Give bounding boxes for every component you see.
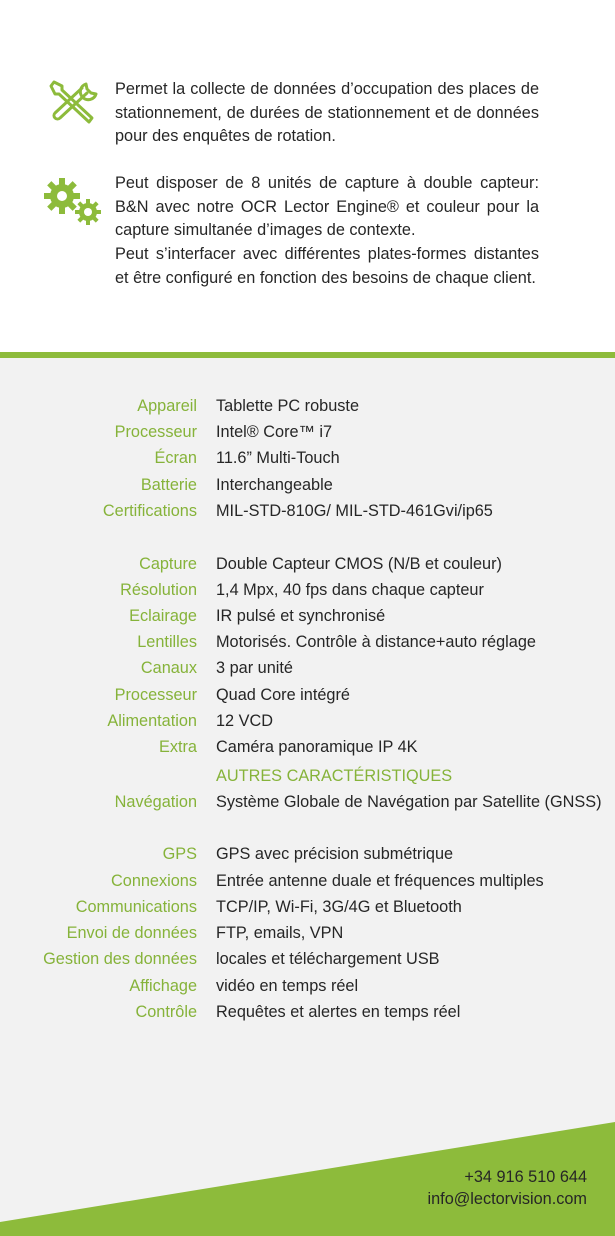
spec-value: vidéo en temps réel [216,977,359,995]
spec-label: Extra [158,738,197,756]
spec-label: Eclairage [129,607,197,625]
spec-label: Batterie [140,476,197,494]
spec-value: Double Capteur CMOS (N/B et couleur) [216,555,502,573]
spec-label: Lentilles [137,633,197,651]
spec-value: MIL-STD-810G/ MIL-STD-461Gvi/ip65 [216,502,493,520]
spec-value: Motorisés. Contrôle à distance+auto réglage [216,633,536,651]
spec-value: TCP/IP, Wi-Fi, 3G/4G et Bluetooth [216,898,462,916]
spec-value: Requêtes et alertes en temps réel [216,1003,461,1021]
spec-label: Communications [75,898,197,916]
feature-text: Peut s’interfacer avec différentes plates-formes distantes et être configuré en fonction des besoins de chaque client. [115,245,539,287]
spec-label: Envoi de données [66,924,197,942]
gears-icon [44,178,106,233]
spec-label: Contrôle [135,1003,197,1021]
spec-value: Entrée antenne duale et fréquences multiples [216,872,544,890]
spec-value: Caméra panoramique IP 4K [216,738,418,756]
spec-value: IR pulsé et synchronisé [216,607,386,625]
spec-value: 11.6” Multi-Touch [216,449,340,467]
spec-value: Interchangeable [216,476,333,494]
contact-phone: +34 916 510 644 [464,1168,587,1186]
spec-value: 3 par unité [216,659,293,677]
spec-value: 12 VCD [216,712,274,730]
spec-label: Canaux [140,659,197,677]
spec-label: Navégation [114,793,197,811]
contact-email: info@lectorvision.com [427,1190,587,1208]
spec-label: GPS [162,845,197,863]
features-section [0,0,615,354]
spec-value: Quad Core intégré [216,686,350,704]
spec-value: Tablette PC robuste [216,397,359,415]
spec-label: Écran [154,449,197,467]
spec-label: Capture [139,555,197,573]
spec-label: Gestion des données [43,950,197,968]
spec-value: Intel® Core™ i7 [216,423,333,441]
spec-label: Processeur [114,423,197,441]
spec-label: Alimentation [107,712,197,730]
spec-label: Affichage [129,977,197,995]
spec-value: Système Globale de Navégation par Satellite (GNSS) [216,793,602,811]
specifications-section [0,358,615,1236]
spec-value: 1,4 Mpx, 40 fps dans chaque capteur [216,581,484,599]
spec-value: locales et téléchargement USB [216,950,440,968]
tools-icon [48,78,102,131]
feature-text: Peut disposer de 8 unités de capture à double capteur: B&N avec notre OCR Lector Engine® et couleur pour la capture simultanée d’images de contexte. [115,174,539,239]
spec-label: Appareil [137,397,197,415]
feature-text: Permet la collecte de données d’occupation des places de stationnement, de durées de stationnement et de données pour des enquêtes de rotation. [115,80,539,145]
spec-value: GPS avec précision submétrique [216,845,454,863]
other-features-heading: AUTRES CARACTÉRISTIQUES [216,767,453,785]
spec-value: FTP, emails, VPN [216,924,344,942]
contact-block [428,1166,588,1210]
spec-label: Processeur [114,686,197,704]
spec-label: Résolution [120,581,197,599]
spec-label: Connexions [111,872,197,890]
spec-label: Certifications [102,502,197,520]
